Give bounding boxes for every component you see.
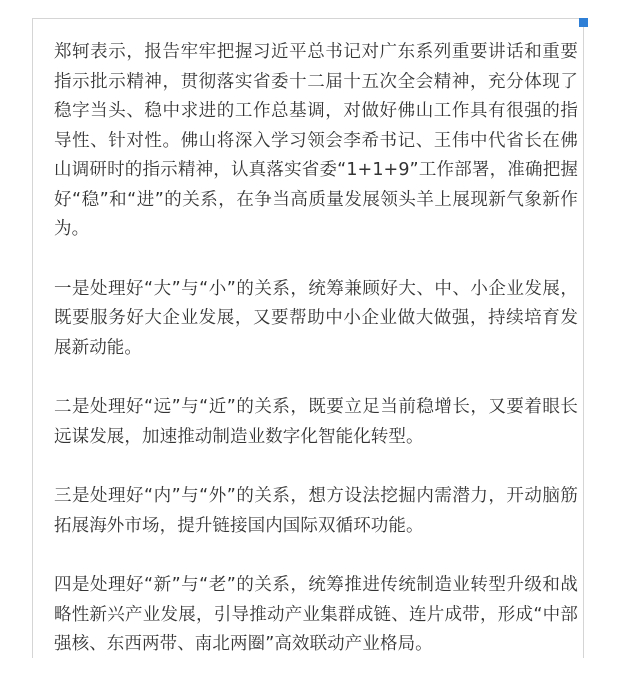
- paragraph-intro: 郑轲表示，报告牢牢把握习近平总书记对广东系列重要讲话和重要指示批示精神，贯彻落实省委十二届十五次全会精神，充分体现了稳字当头、稳中求进的工作总基调，对做好佛山工作具有很强的指导性、针对性。佛山将深入学习领会李希书记、王伟中代省长在佛山调研时的指示精神，认真落实省委“1+1+9”工作部署，准确把握好“稳”和“进”的关系，在争当高质量发展领头羊上展现新气象新作为。: [54, 42, 578, 239]
- paragraph-point-1: 一是处理好“大”与“小”的关系，统筹兼顾好大、中、小企业发展，既要服务好大企业发展，又要帮助中小企业做大做强，持续培育发展新动能。: [54, 278, 578, 358]
- paragraph-point-2: 二是处理好“远”与“近”的关系，既要立足当前稳增长，又要着眼长远谋发展，加速推动制造业数字化智能化转型。: [54, 397, 578, 447]
- paragraph-point-4: 四是处理好“新”与“老”的关系，统筹推进传统制造业转型升级和战略性新兴产业发展，引导推动产业集群成链、连片成带，形成“中部强核、东西两带、南北两圈”高效联动产业格局。: [54, 575, 578, 654]
- article-body: [54, 38, 578, 690]
- paragraph-point-3: 三是处理好“内”与“外”的关系，想方设法挖掘内需潜力，开动脑筋拓展海外市场，提升链接国内国际双循环功能。: [54, 486, 578, 536]
- corner-accent-square: [579, 18, 588, 27]
